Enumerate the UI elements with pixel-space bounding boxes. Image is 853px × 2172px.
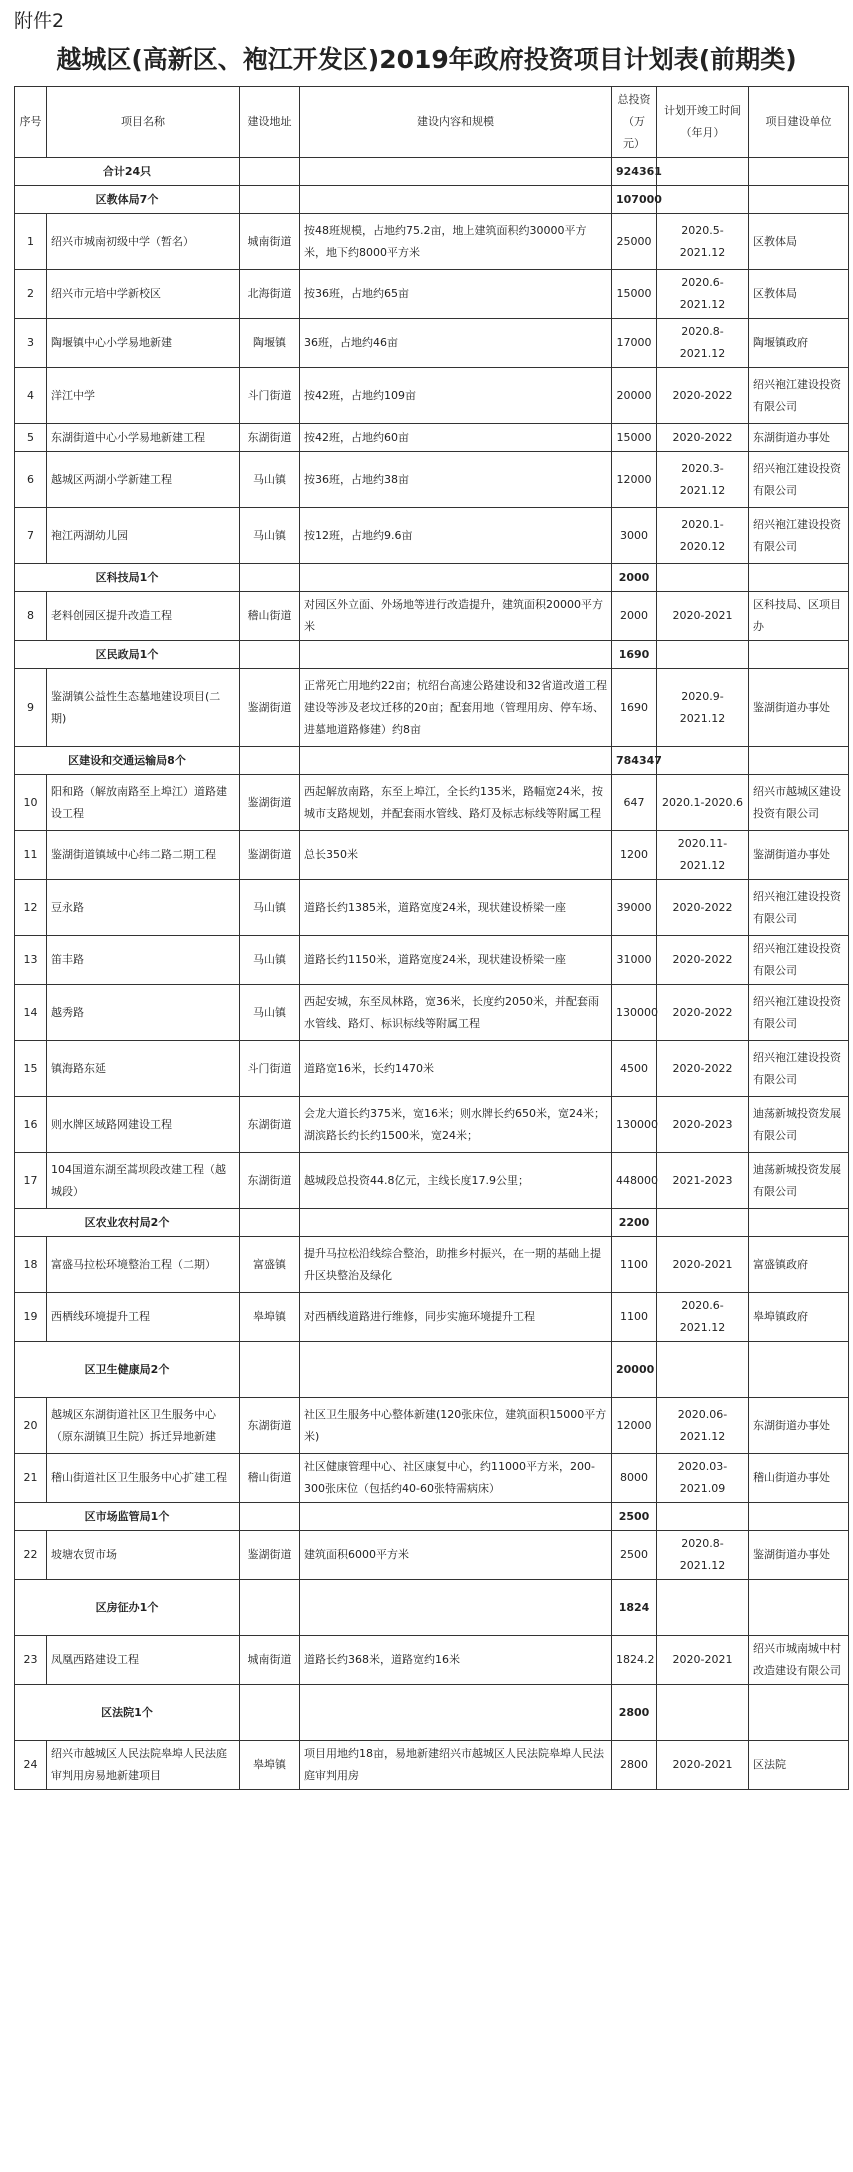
table-row xyxy=(15,831,849,880)
address: 鉴湖街道 xyxy=(240,775,300,831)
project-name: 洋江中学 xyxy=(47,368,240,424)
row-number: 7 xyxy=(15,508,47,564)
empty-cell xyxy=(749,1342,849,1398)
builder-unit: 绍兴袍江建设投资有限公司 xyxy=(749,985,849,1041)
content-scale: 会龙大道长约375米，宽16米；则水牌长约650米，宽24米；湖滨路长约长约1500米，宽24米； xyxy=(300,1097,612,1153)
empty-cell xyxy=(749,186,849,214)
investment: 1100 xyxy=(612,1237,657,1293)
schedule: 2020-2021 xyxy=(657,1636,749,1685)
table-row xyxy=(15,1741,849,1790)
empty-cell xyxy=(657,1580,749,1636)
content-scale: 西起解放南路，东至上埠江，全长约135米，路幅宽24米，按城市支路规划，并配套雨水管线、路灯及标志标线等附属工程 xyxy=(300,775,612,831)
builder-unit: 鉴湖街道办事处 xyxy=(749,831,849,880)
builder-unit: 迪荡新城投资发展有限公司 xyxy=(749,1097,849,1153)
builder-unit: 区教体局 xyxy=(749,214,849,270)
investment: 130000 xyxy=(612,1097,657,1153)
project-name: 镇海路东延 xyxy=(47,1041,240,1097)
table-row xyxy=(15,424,849,452)
builder-unit: 稽山街道办事处 xyxy=(749,1454,849,1503)
group-row xyxy=(15,641,849,669)
table-row xyxy=(15,319,849,368)
address: 北海街道 xyxy=(240,270,300,319)
project-name: 阳和路（解放南路至上埠江）道路建设工程 xyxy=(47,775,240,831)
address: 东湖街道 xyxy=(240,1097,300,1153)
content-scale: 道路长约368米，道路宽约16米 xyxy=(300,1636,612,1685)
table-row xyxy=(15,214,849,270)
row-number: 12 xyxy=(15,880,47,936)
table-row xyxy=(15,1398,849,1454)
investment: 31000 xyxy=(612,936,657,985)
total-row xyxy=(15,158,849,186)
table-row xyxy=(15,1636,849,1685)
group-investment: 1690 xyxy=(612,641,657,669)
schedule: 2020.3-2021.12 xyxy=(657,452,749,508)
table-row xyxy=(15,936,849,985)
row-number: 16 xyxy=(15,1097,47,1153)
address: 马山镇 xyxy=(240,508,300,564)
investment: 647 xyxy=(612,775,657,831)
group-investment: 1824 xyxy=(612,1580,657,1636)
empty-cell xyxy=(240,158,300,186)
column-header: 总投资（万元） xyxy=(612,87,657,158)
content-scale: 36班，占地约46亩 xyxy=(300,319,612,368)
investment: 25000 xyxy=(612,214,657,270)
row-number: 9 xyxy=(15,669,47,747)
schedule: 2020-2022 xyxy=(657,985,749,1041)
investment: 1200 xyxy=(612,831,657,880)
content-scale: 按42班，占地约60亩 xyxy=(300,424,612,452)
table-row xyxy=(15,880,849,936)
empty-cell xyxy=(240,641,300,669)
empty-cell xyxy=(300,186,612,214)
row-number: 1 xyxy=(15,214,47,270)
project-name: 老料创园区提升改造工程 xyxy=(47,592,240,641)
project-name: 鉴湖街道镇域中心纬二路二期工程 xyxy=(47,831,240,880)
address: 陶堰镇 xyxy=(240,319,300,368)
project-name: 富盛马拉松环境整治工程（二期） xyxy=(47,1237,240,1293)
builder-unit: 鉴湖街道办事处 xyxy=(749,669,849,747)
group-row xyxy=(15,564,849,592)
empty-cell xyxy=(749,1580,849,1636)
builder-unit: 东湖街道办事处 xyxy=(749,1398,849,1454)
builder-unit: 区科技局、区项目办 xyxy=(749,592,849,641)
group-investment: 107000 xyxy=(612,186,657,214)
address: 马山镇 xyxy=(240,936,300,985)
content-scale: 对园区外立面、外场地等进行改造提升，建筑面积20000平方米 xyxy=(300,592,612,641)
empty-cell xyxy=(749,1209,849,1237)
builder-unit: 富盛镇政府 xyxy=(749,1237,849,1293)
group-investment: 2500 xyxy=(612,1503,657,1531)
investment: 12000 xyxy=(612,452,657,508)
empty-cell xyxy=(300,747,612,775)
group-name: 区民政局1个 xyxy=(15,641,240,669)
group-name: 区教体局7个 xyxy=(15,186,240,214)
empty-cell xyxy=(657,1209,749,1237)
table-row xyxy=(15,1237,849,1293)
project-name: 绍兴市越城区人民法院皋埠人民法庭审判用房易地新建项目 xyxy=(47,1741,240,1790)
project-name: 东湖街道中心小学易地新建工程 xyxy=(47,424,240,452)
empty-cell xyxy=(300,641,612,669)
row-number: 8 xyxy=(15,592,47,641)
table-row xyxy=(15,1041,849,1097)
group-name: 区卫生健康局2个 xyxy=(15,1342,240,1398)
empty-cell xyxy=(300,1503,612,1531)
builder-unit: 迪荡新城投资发展有限公司 xyxy=(749,1153,849,1209)
row-number: 19 xyxy=(15,1293,47,1342)
empty-cell xyxy=(240,747,300,775)
empty-cell xyxy=(240,1685,300,1741)
group-name: 区科技局1个 xyxy=(15,564,240,592)
group-investment: 924361 xyxy=(612,158,657,186)
row-number: 21 xyxy=(15,1454,47,1503)
builder-unit: 绍兴市城南城中村改造建设有限公司 xyxy=(749,1636,849,1685)
builder-unit: 皋埠镇政府 xyxy=(749,1293,849,1342)
empty-cell xyxy=(300,1685,612,1741)
project-name: 则水牌区域路网建设工程 xyxy=(47,1097,240,1153)
investment: 2800 xyxy=(612,1741,657,1790)
group-investment: 2800 xyxy=(612,1685,657,1741)
project-name: 陶堰镇中心小学易地新建 xyxy=(47,319,240,368)
address: 东湖街道 xyxy=(240,1398,300,1454)
empty-cell xyxy=(240,1503,300,1531)
schedule: 2020-2022 xyxy=(657,368,749,424)
row-number: 10 xyxy=(15,775,47,831)
header-row xyxy=(15,87,849,158)
address: 斗门街道 xyxy=(240,368,300,424)
empty-cell xyxy=(240,564,300,592)
table-row xyxy=(15,985,849,1041)
address: 斗门街道 xyxy=(240,1041,300,1097)
row-number: 24 xyxy=(15,1741,47,1790)
group-row xyxy=(15,1342,849,1398)
schedule: 2020.5-2021.12 xyxy=(657,214,749,270)
empty-cell xyxy=(749,564,849,592)
schedule: 2020.06-2021.12 xyxy=(657,1398,749,1454)
group-investment: 2000 xyxy=(612,564,657,592)
investment: 17000 xyxy=(612,319,657,368)
schedule: 2020.8-2021.12 xyxy=(657,319,749,368)
row-number: 2 xyxy=(15,270,47,319)
investment: 1690 xyxy=(612,669,657,747)
builder-unit: 绍兴袍江建设投资有限公司 xyxy=(749,452,849,508)
empty-cell xyxy=(240,1580,300,1636)
empty-cell xyxy=(657,186,749,214)
table-row xyxy=(15,368,849,424)
table-row xyxy=(15,669,849,747)
project-name: 稽山街道社区卫生服务中心扩建工程 xyxy=(47,1454,240,1503)
group-row xyxy=(15,1580,849,1636)
address: 皋埠镇 xyxy=(240,1741,300,1790)
content-scale: 总长350米 xyxy=(300,831,612,880)
investment: 4500 xyxy=(612,1041,657,1097)
content-scale: 社区健康管理中心、社区康复中心，约11000平方米，200-300张床位（包括约40-60张特需病床） xyxy=(300,1454,612,1503)
investment: 20000 xyxy=(612,368,657,424)
empty-cell xyxy=(240,1209,300,1237)
group-row xyxy=(15,1685,849,1741)
content-scale: 正常死亡用地约22亩；杭绍台高速公路建设和32省道改道工程建设等涉及老坟迁移的20亩；配套用地（管理用房、停车场、进墓地道路修建）约8亩 xyxy=(300,669,612,747)
schedule: 2020-2022 xyxy=(657,880,749,936)
address: 马山镇 xyxy=(240,985,300,1041)
project-name: 笛丰路 xyxy=(47,936,240,985)
row-number: 22 xyxy=(15,1531,47,1580)
schedule: 2020-2021 xyxy=(657,592,749,641)
content-scale: 按42班，占地约109亩 xyxy=(300,368,612,424)
group-name: 合计24只 xyxy=(15,158,240,186)
empty-cell xyxy=(749,641,849,669)
schedule: 2020.1-2020.6 xyxy=(657,775,749,831)
project-name: 袍江两湖幼儿园 xyxy=(47,508,240,564)
table-row xyxy=(15,1097,849,1153)
investment: 39000 xyxy=(612,880,657,936)
content-scale: 按12班，占地约9.6亩 xyxy=(300,508,612,564)
builder-unit: 绍兴市越城区建设投资有限公司 xyxy=(749,775,849,831)
project-table xyxy=(14,86,849,1790)
row-number: 15 xyxy=(15,1041,47,1097)
project-name: 越秀路 xyxy=(47,985,240,1041)
empty-cell xyxy=(300,1209,612,1237)
content-scale: 提升马拉松沿线综合整治，助推乡村振兴，在一期的基础上提升区块整治及绿化 xyxy=(300,1237,612,1293)
investment: 1100 xyxy=(612,1293,657,1342)
builder-unit: 绍兴袍江建设投资有限公司 xyxy=(749,1041,849,1097)
project-name: 绍兴市元培中学新校区 xyxy=(47,270,240,319)
investment: 448000 xyxy=(612,1153,657,1209)
address: 马山镇 xyxy=(240,452,300,508)
schedule: 2020.1-2020.12 xyxy=(657,508,749,564)
page-title: 越城区(高新区、袍江开发区)2019年政府投资项目计划表(前期类) xyxy=(56,45,797,74)
project-name: 104国道东湖至蒿坝段改建工程（越城段） xyxy=(47,1153,240,1209)
row-number: 18 xyxy=(15,1237,47,1293)
address: 城南街道 xyxy=(240,1636,300,1685)
row-number: 20 xyxy=(15,1398,47,1454)
content-scale: 道路长约1385米，道路宽度24米，现状建设桥梁一座 xyxy=(300,880,612,936)
address: 鉴湖街道 xyxy=(240,831,300,880)
row-number: 23 xyxy=(15,1636,47,1685)
schedule: 2020-2021 xyxy=(657,1741,749,1790)
group-investment: 20000 xyxy=(612,1342,657,1398)
schedule: 2020.8-2021.12 xyxy=(657,1531,749,1580)
group-name: 区建设和交通运输局8个 xyxy=(15,747,240,775)
column-header: 项目名称 xyxy=(47,87,240,158)
row-number: 5 xyxy=(15,424,47,452)
builder-unit: 绍兴袍江建设投资有限公司 xyxy=(749,880,849,936)
column-header: 计划开竣工时间（年月） xyxy=(657,87,749,158)
empty-cell xyxy=(240,1342,300,1398)
content-scale: 建筑面积6000平方米 xyxy=(300,1531,612,1580)
row-number: 4 xyxy=(15,368,47,424)
annex-label: 附件2 xyxy=(14,10,65,32)
empty-cell xyxy=(300,1580,612,1636)
investment: 2000 xyxy=(612,592,657,641)
investment: 130000 xyxy=(612,985,657,1041)
table-row xyxy=(15,1153,849,1209)
project-name: 越城区两湖小学新建工程 xyxy=(47,452,240,508)
content-scale: 西起安城，东至凤林路，宽36米，长度约2050米，并配套雨水管线、路灯、标识标线等附属工程 xyxy=(300,985,612,1041)
row-number: 3 xyxy=(15,319,47,368)
group-name: 区法院1个 xyxy=(15,1685,240,1741)
empty-cell xyxy=(749,1685,849,1741)
column-header: 建设内容和规模 xyxy=(300,87,612,158)
schedule: 2020.6-2021.12 xyxy=(657,270,749,319)
table-row xyxy=(15,270,849,319)
schedule: 2020-2022 xyxy=(657,424,749,452)
empty-cell xyxy=(749,158,849,186)
project-name: 鉴湖镇公益性生态墓地建设项目(二期) xyxy=(47,669,240,747)
empty-cell xyxy=(749,747,849,775)
project-name: 越城区东湖街道社区卫生服务中心（原东湖镇卫生院）拆迁异地新建 xyxy=(47,1398,240,1454)
content-scale: 道路宽16米，长约1470米 xyxy=(300,1041,612,1097)
empty-cell xyxy=(300,564,612,592)
schedule: 2021-2023 xyxy=(657,1153,749,1209)
content-scale: 按36班，占地约38亩 xyxy=(300,452,612,508)
schedule: 2020.6-2021.12 xyxy=(657,1293,749,1342)
schedule: 2020.9-2021.12 xyxy=(657,669,749,747)
content-scale: 按48班规模，占地约75.2亩，地上建筑面积约30000平方米，地下约8000平方米 xyxy=(300,214,612,270)
content-scale: 按36班，占地约65亩 xyxy=(300,270,612,319)
empty-cell xyxy=(657,641,749,669)
empty-cell xyxy=(300,1342,612,1398)
row-number: 11 xyxy=(15,831,47,880)
group-name: 区房征办1个 xyxy=(15,1580,240,1636)
schedule: 2020-2021 xyxy=(657,1237,749,1293)
empty-cell xyxy=(240,186,300,214)
content-scale: 社区卫生服务中心整体新建(120张床位，建筑面积15000平方米) xyxy=(300,1398,612,1454)
address: 皋埠镇 xyxy=(240,1293,300,1342)
column-header: 建设地址 xyxy=(240,87,300,158)
table-row xyxy=(15,1293,849,1342)
address: 稽山街道 xyxy=(240,592,300,641)
address: 鉴湖街道 xyxy=(240,669,300,747)
group-name: 区市场监管局1个 xyxy=(15,1503,240,1531)
table-row xyxy=(15,508,849,564)
group-investment: 2200 xyxy=(612,1209,657,1237)
investment: 2500 xyxy=(612,1531,657,1580)
table-row xyxy=(15,775,849,831)
content-scale: 道路长约1150米，道路宽度24米，现状建设桥梁一座 xyxy=(300,936,612,985)
schedule: 2020-2023 xyxy=(657,1097,749,1153)
empty-cell xyxy=(657,1685,749,1741)
address: 城南街道 xyxy=(240,214,300,270)
investment: 3000 xyxy=(612,508,657,564)
empty-cell xyxy=(657,158,749,186)
content-scale: 项目用地约18亩，易地新建绍兴市越城区人民法院皋埠人民法庭审判用房 xyxy=(300,1741,612,1790)
group-row xyxy=(15,1503,849,1531)
schedule: 2020-2022 xyxy=(657,1041,749,1097)
table-row xyxy=(15,452,849,508)
builder-unit: 鉴湖街道办事处 xyxy=(749,1531,849,1580)
investment: 15000 xyxy=(612,270,657,319)
address: 稽山街道 xyxy=(240,1454,300,1503)
investment: 12000 xyxy=(612,1398,657,1454)
address: 马山镇 xyxy=(240,880,300,936)
builder-unit: 陶堰镇政府 xyxy=(749,319,849,368)
table-row xyxy=(15,592,849,641)
project-name: 西栖线环境提升工程 xyxy=(47,1293,240,1342)
row-number: 17 xyxy=(15,1153,47,1209)
empty-cell xyxy=(300,158,612,186)
row-number: 13 xyxy=(15,936,47,985)
group-investment: 784347 xyxy=(612,747,657,775)
project-name: 绍兴市城南初级中学（暂名） xyxy=(47,214,240,270)
group-name: 区农业农村局2个 xyxy=(15,1209,240,1237)
empty-cell xyxy=(657,747,749,775)
content-scale: 对西栖线道路进行维修，同步实施环境提升工程 xyxy=(300,1293,612,1342)
builder-unit: 绍兴袍江建设投资有限公司 xyxy=(749,368,849,424)
project-name: 凤凰西路建设工程 xyxy=(47,1636,240,1685)
empty-cell xyxy=(657,1342,749,1398)
schedule: 2020-2022 xyxy=(657,936,749,985)
row-number: 6 xyxy=(15,452,47,508)
empty-cell xyxy=(749,1503,849,1531)
builder-unit: 绍兴袍江建设投资有限公司 xyxy=(749,936,849,985)
address: 东湖街道 xyxy=(240,1153,300,1209)
project-name: 豆永路 xyxy=(47,880,240,936)
group-row xyxy=(15,747,849,775)
project-name: 坡塘农贸市场 xyxy=(47,1531,240,1580)
investment: 1824.2 xyxy=(612,1636,657,1685)
investment: 8000 xyxy=(612,1454,657,1503)
empty-cell xyxy=(657,564,749,592)
group-row xyxy=(15,1209,849,1237)
address: 东湖街道 xyxy=(240,424,300,452)
builder-unit: 区法院 xyxy=(749,1741,849,1790)
table-row xyxy=(15,1454,849,1503)
empty-cell xyxy=(657,1503,749,1531)
builder-unit: 绍兴袍江建设投资有限公司 xyxy=(749,508,849,564)
builder-unit: 东湖街道办事处 xyxy=(749,424,849,452)
table-row xyxy=(15,1531,849,1580)
schedule: 2020.03-2021.09 xyxy=(657,1454,749,1503)
schedule: 2020.11-2021.12 xyxy=(657,831,749,880)
group-row xyxy=(15,186,849,214)
content-scale: 越城段总投资44.8亿元，主线长度17.9公里； xyxy=(300,1153,612,1209)
builder-unit: 区教体局 xyxy=(749,270,849,319)
address: 富盛镇 xyxy=(240,1237,300,1293)
column-header: 序号 xyxy=(15,87,47,158)
column-header: 项目建设单位 xyxy=(749,87,849,158)
investment: 15000 xyxy=(612,424,657,452)
row-number: 14 xyxy=(15,985,47,1041)
address: 鉴湖街道 xyxy=(240,1531,300,1580)
